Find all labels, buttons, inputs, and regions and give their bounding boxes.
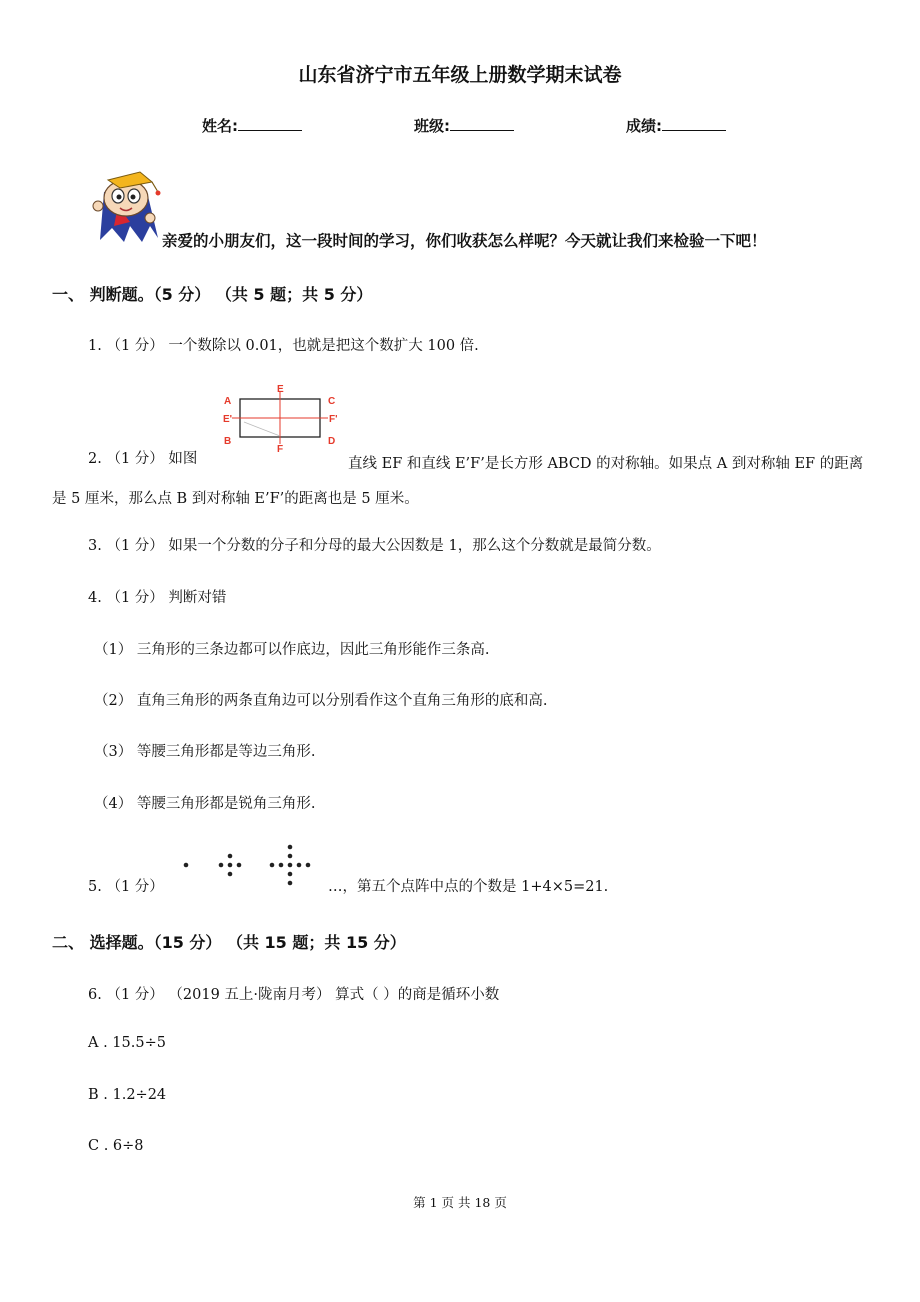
question-4-part-2: （2） 直角三角形的两条直角边可以分别看作这个直角三角形的底和高. bbox=[94, 693, 548, 709]
question-2-prefix: 2. （1 分） 如图 bbox=[88, 451, 198, 467]
pattern3-dot bbox=[297, 863, 302, 868]
section2-heading: 二、 选择题。（15 分） （共 15 题；共 15 分） bbox=[52, 933, 406, 952]
label-E: E bbox=[277, 384, 284, 395]
mascot-image bbox=[90, 166, 168, 250]
pattern3-dot bbox=[306, 863, 311, 868]
question-4-part-3: （3） 等腰三角形都是等边三角形. bbox=[94, 744, 316, 760]
pattern3-dot bbox=[288, 854, 293, 859]
score-field[interactable] bbox=[626, 115, 726, 136]
class-label: 班级: bbox=[414, 117, 450, 135]
question-6-option-c[interactable]: C . 6÷8 bbox=[88, 1138, 144, 1154]
pattern3-dot bbox=[288, 863, 293, 868]
question-6-stem: 6. （1 分） （2019 五上·陇南月考） 算式（ ）的商是循环小数 bbox=[88, 987, 500, 1003]
name-blank[interactable] bbox=[238, 116, 302, 131]
pattern2-dot bbox=[237, 863, 242, 868]
class-blank[interactable] bbox=[450, 116, 514, 131]
page-title: 山东省济宁市五年级上册数学期末试卷 bbox=[298, 64, 622, 86]
label-F-prime: F' bbox=[329, 414, 338, 425]
question-5-text: …，第五个点阵中点的个数是 1+4×5=21. bbox=[328, 879, 609, 895]
section1-heading: 一、 判断题。（5 分） （共 5 题；共 5 分） bbox=[52, 285, 373, 304]
class-field[interactable] bbox=[414, 115, 514, 136]
label-E-prime: E' bbox=[223, 414, 233, 425]
pattern3-dot bbox=[279, 863, 284, 868]
pattern2-dot bbox=[228, 854, 233, 859]
question-2-body: 直线 EF 和直线 E’F’是长方形 ABCD 的对称轴。如果点 A 到对称轴 EF 的距离是 5 厘米，那么点 B 到对称轴 E’F’的距离也是 5 厘米。 bbox=[52, 456, 864, 507]
pattern3-dot bbox=[288, 845, 293, 850]
pattern2-dot bbox=[228, 872, 233, 877]
pattern3-dot bbox=[270, 863, 275, 868]
pattern2-dot bbox=[228, 863, 233, 868]
pattern3-dot bbox=[288, 872, 293, 877]
question-1: 1. （1 分） 一个数除以 0.01，也就是把这个数扩大 100 倍. bbox=[88, 338, 479, 354]
greeting-text: 亲爱的小朋友们，这一段时间的学习，你们收获怎么样呢？今天就让我们来检验一下吧！ bbox=[162, 232, 767, 250]
question-6-option-b[interactable]: B . 1.2÷24 bbox=[88, 1087, 167, 1103]
pattern1-dot bbox=[184, 863, 189, 868]
name-field[interactable] bbox=[202, 115, 302, 136]
question-4-stem: 4. （1 分） 判断对错 bbox=[88, 590, 227, 606]
question-3: 3. （1 分） 如果一个分数的分子和分母的最大公因数是 1，那么这个分数就是最简分数。 bbox=[88, 538, 661, 554]
label-F: F bbox=[277, 444, 284, 455]
dot-pattern-figure bbox=[178, 843, 328, 893]
name-label: 姓名: bbox=[202, 117, 238, 135]
question-6-option-a[interactable]: A . 15.5÷5 bbox=[88, 1035, 166, 1051]
pattern3-dot bbox=[288, 881, 293, 886]
label-B: B bbox=[224, 436, 232, 447]
question-4-part-1: （1） 三角形的三条边都可以作底边，因此三角形能作三条高. bbox=[94, 642, 490, 658]
page-footer: 第 1 页 共 18 页 bbox=[413, 1195, 507, 1210]
question-2-text bbox=[52, 447, 872, 517]
pattern2-dot bbox=[219, 863, 224, 868]
label-A: A bbox=[224, 396, 232, 407]
question-4-part-4: （4） 等腰三角形都是锐角三角形. bbox=[94, 796, 316, 812]
label-C: C bbox=[328, 396, 336, 407]
question-5-prefix: 5. （1 分） bbox=[88, 879, 164, 895]
score-blank[interactable] bbox=[662, 116, 726, 131]
label-D: D bbox=[328, 436, 336, 447]
score-label: 成绩: bbox=[626, 117, 662, 135]
